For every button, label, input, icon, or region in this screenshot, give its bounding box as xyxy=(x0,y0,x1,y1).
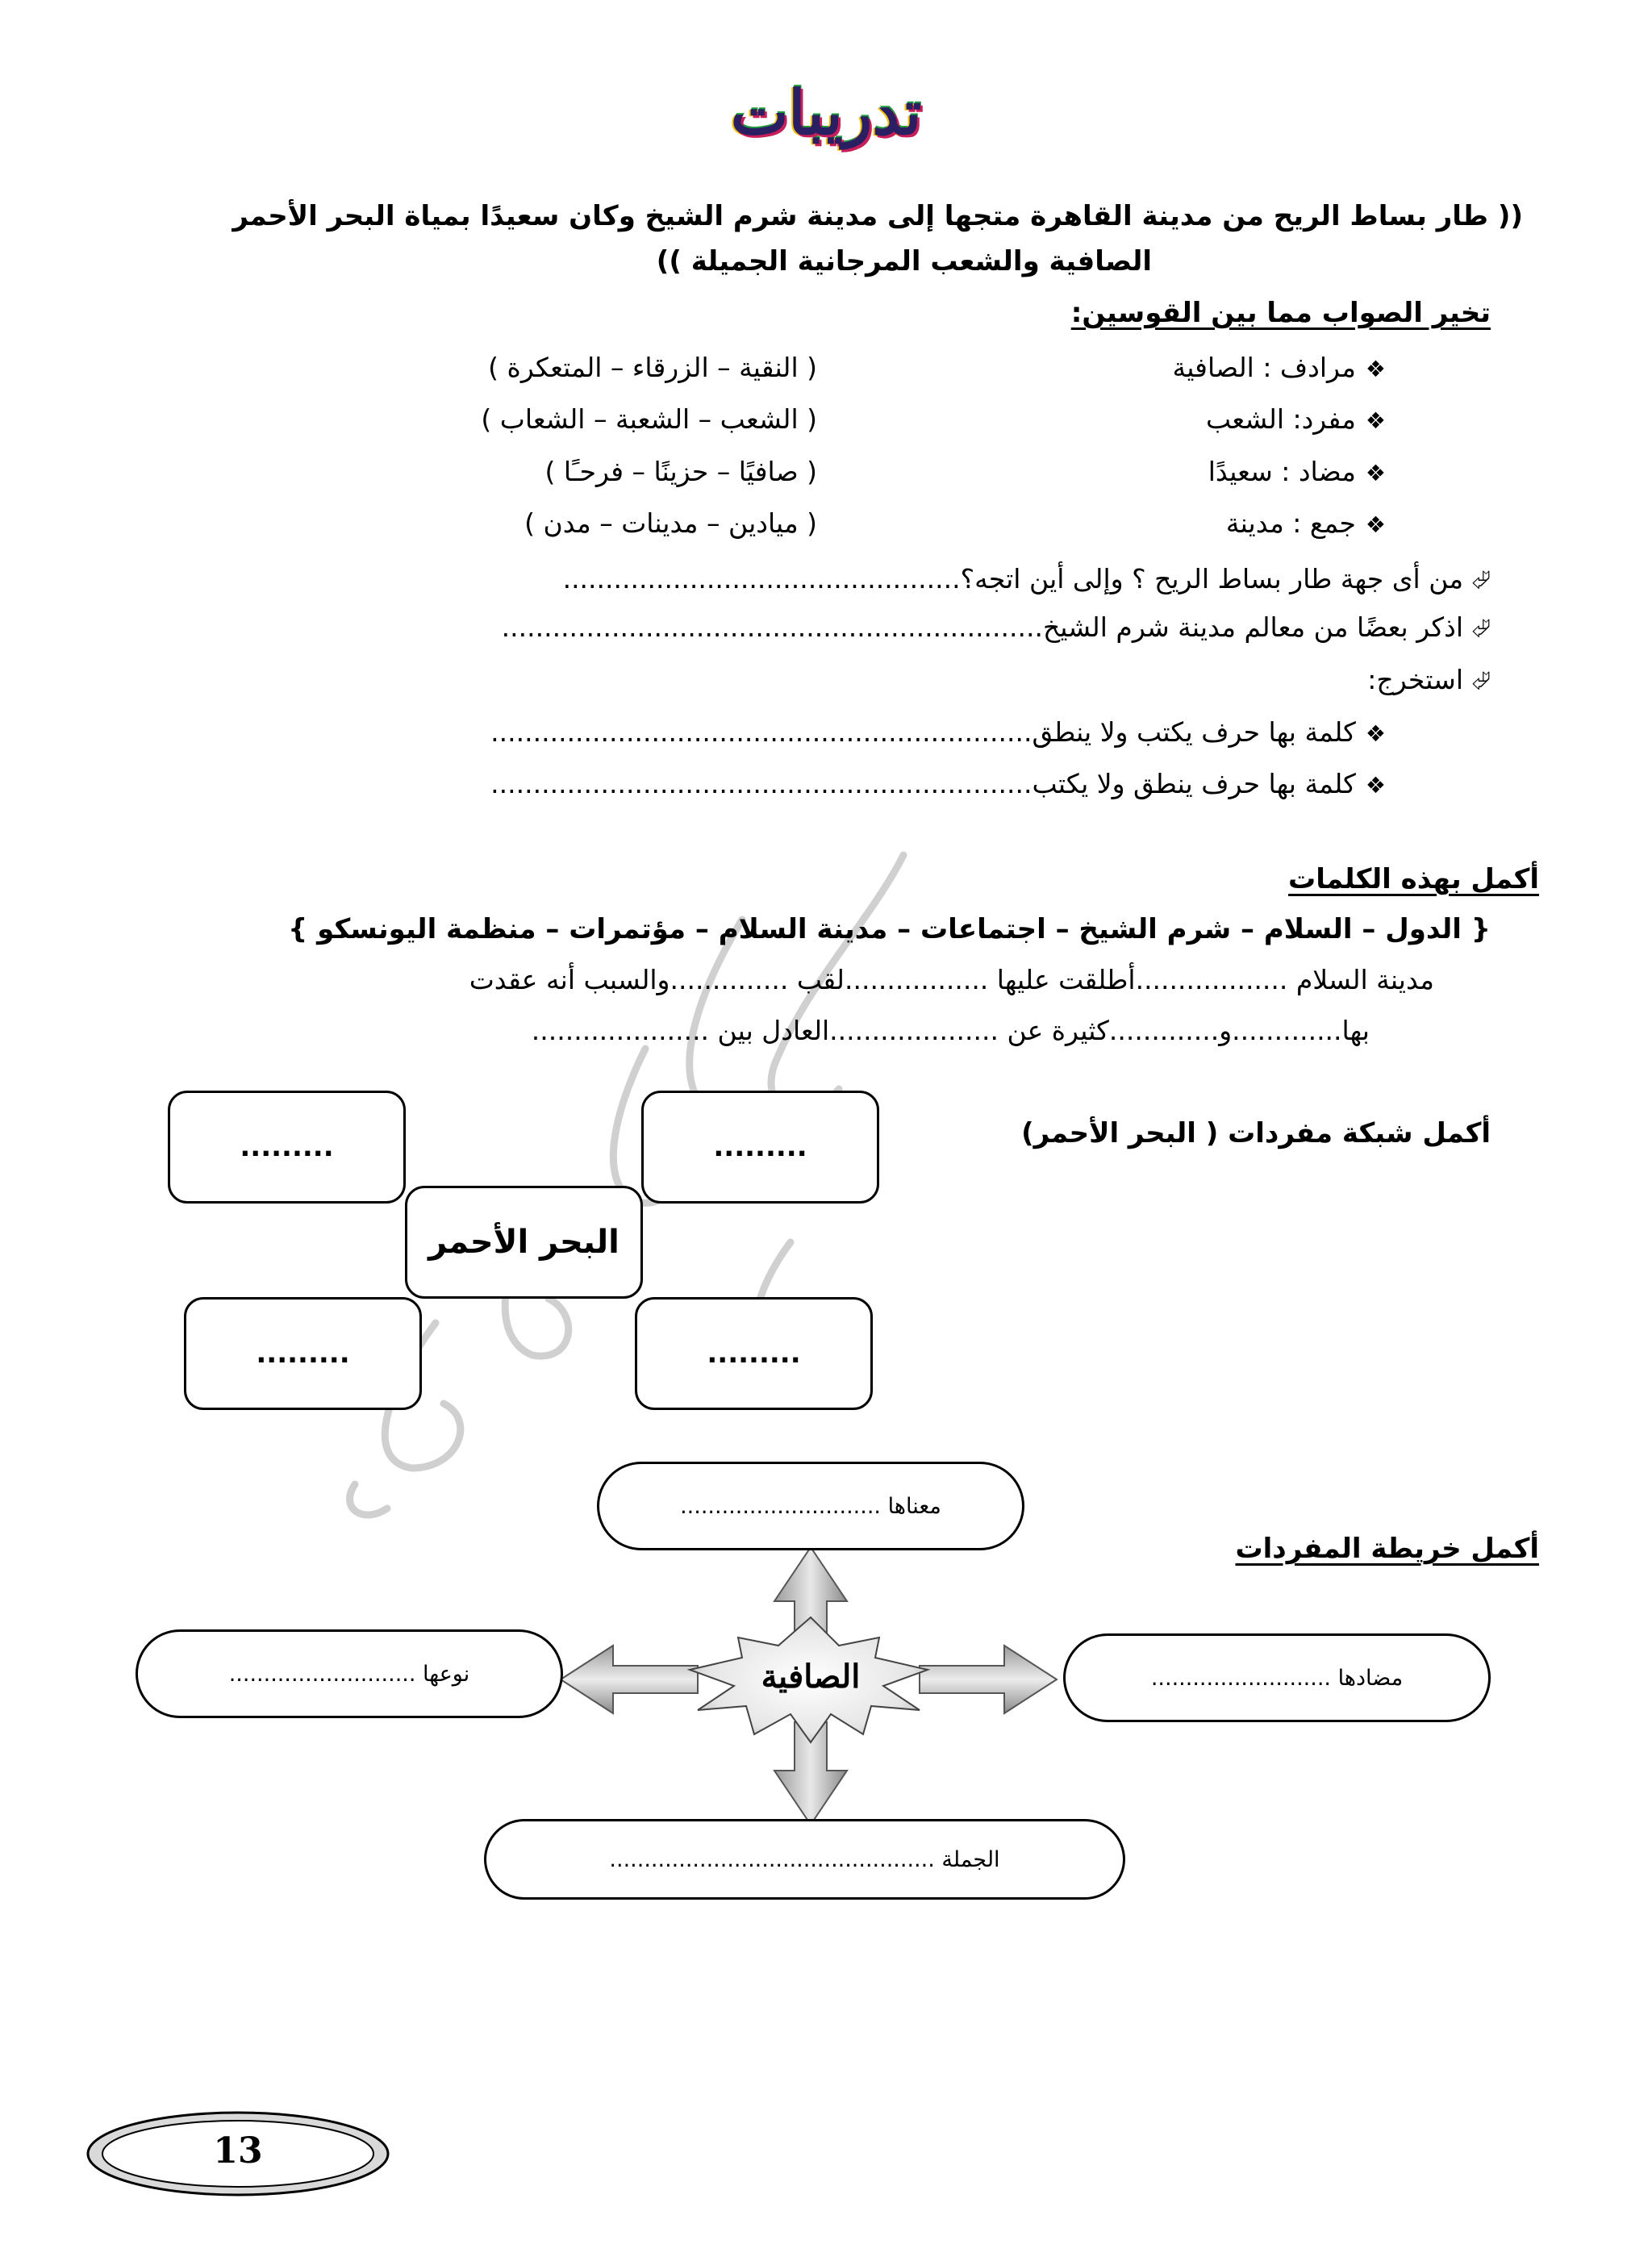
fill-in-line-1[interactable]: مدينة السلام ..................أطلقت عليها .................لقب ..............والسبب أنه عقدت xyxy=(469,964,1434,995)
oval-opposite[interactable]: مضادها .......................... xyxy=(1063,1633,1491,1722)
question-2: ⮰اذكر بعضًا من معالم مدينة شرم الشيخ................................................................ xyxy=(501,611,1491,643)
page-title: تدريبات xyxy=(730,77,922,148)
hook-arrow-icon: ⮰ xyxy=(1471,667,1491,695)
fill-in-line-2[interactable]: بها.............و.............كثيرة عن ....................العادل بين ..................... xyxy=(531,1015,1370,1046)
choose-item-3-label: ❖مضاد : سعيدًا xyxy=(1208,456,1386,487)
arrow-left-icon xyxy=(561,1646,698,1713)
answer-dots[interactable]: ................................................................ xyxy=(501,611,1043,643)
word-bank: { الدول – السلام – شرم الشيخ – اجتماعات – مدينة السلام – مؤتمرات – منظمة اليونسكو } xyxy=(288,913,1491,945)
page-number: 13 xyxy=(213,2130,263,2171)
diamond-bullet-icon: ❖ xyxy=(1365,511,1386,538)
answer-dots[interactable]: ................................................................ xyxy=(490,716,1032,748)
vocab-map-center-word: الصافية xyxy=(761,1658,861,1696)
diamond-bullet-icon: ❖ xyxy=(1365,460,1386,486)
extract-item-2: ❖كلمة بها حرف ينطق ولا يكتب................................................................ xyxy=(490,768,1386,799)
answer-dots[interactable]: ............................................... xyxy=(562,563,961,594)
question-3: ⮰استخرج: xyxy=(1367,664,1491,695)
complete-words-heading: أكمل بهذه الكلمات xyxy=(1288,863,1539,895)
oval-type[interactable]: نوعها ........................... xyxy=(136,1629,563,1718)
story-paragraph xyxy=(119,194,1523,284)
choose-item-4-label: ❖جمع : مدينة xyxy=(1225,507,1386,539)
choose-item-1-options: ( النقية – الزرقاء – المتعكرة ) xyxy=(488,352,817,383)
story-line-2: الصافية والشعب المرجانية الجميلة )) xyxy=(656,245,1152,277)
hook-arrow-icon: ⮰ xyxy=(1471,566,1491,594)
choose-item-2-label: ❖مفرد: الشعب xyxy=(1206,403,1386,435)
network-heading: أكمل شبكة مفردات ( البحر الأحمر) xyxy=(1021,1117,1491,1149)
network-blank-top-left[interactable]: ......... xyxy=(168,1091,406,1204)
network-blank-top-right[interactable]: ......... xyxy=(641,1091,879,1204)
choose-heading: تخير الصواب مما بين القوسين: xyxy=(1070,297,1491,329)
network-blank-bottom-right[interactable]: ......... xyxy=(635,1297,873,1410)
oval-meaning[interactable]: معناها ............................. xyxy=(597,1462,1024,1550)
oval-sentence[interactable]: الجملة ............................................... xyxy=(484,1819,1125,1900)
diamond-bullet-icon: ❖ xyxy=(1365,720,1386,747)
diamond-bullet-icon: ❖ xyxy=(1365,772,1386,799)
answer-dots[interactable]: ................................................................ xyxy=(490,768,1032,799)
choose-item-3-options: ( صافيًا – حزينًا – فرحـًا ) xyxy=(544,456,817,487)
question-1: ⮰من أى جهة طار بساط الريح ؟ وإلى أين اتجه؟............................................... xyxy=(562,563,1491,594)
diamond-bullet-icon: ❖ xyxy=(1365,407,1386,434)
hook-arrow-icon: ⮰ xyxy=(1471,615,1491,643)
network-center-box: البحر الأحمر xyxy=(405,1186,643,1299)
story-line-1: (( طار بساط الريح من مدينة القاهرة متجها إلى مدينة شرم الشيخ وكان سعيدًا بمياة البحر الأحمر xyxy=(232,200,1523,232)
choose-item-1-label: ❖مرادف : الصافية xyxy=(1172,352,1386,383)
arrow-right-icon xyxy=(920,1646,1057,1713)
diamond-bullet-icon: ❖ xyxy=(1365,356,1386,382)
vocab-map-heading: أكمل خريطة المفردات xyxy=(1235,1533,1539,1565)
network-blank-bottom-left[interactable]: ......... xyxy=(184,1297,422,1410)
choose-item-2-options: ( الشعب – الشعبة – الشعاب ) xyxy=(481,403,817,435)
extract-item-1: ❖كلمة بها حرف يكتب ولا ينطق................................................................ xyxy=(490,716,1386,748)
choose-item-4-options: ( ميادين – مدينات – مدن ) xyxy=(524,507,817,539)
